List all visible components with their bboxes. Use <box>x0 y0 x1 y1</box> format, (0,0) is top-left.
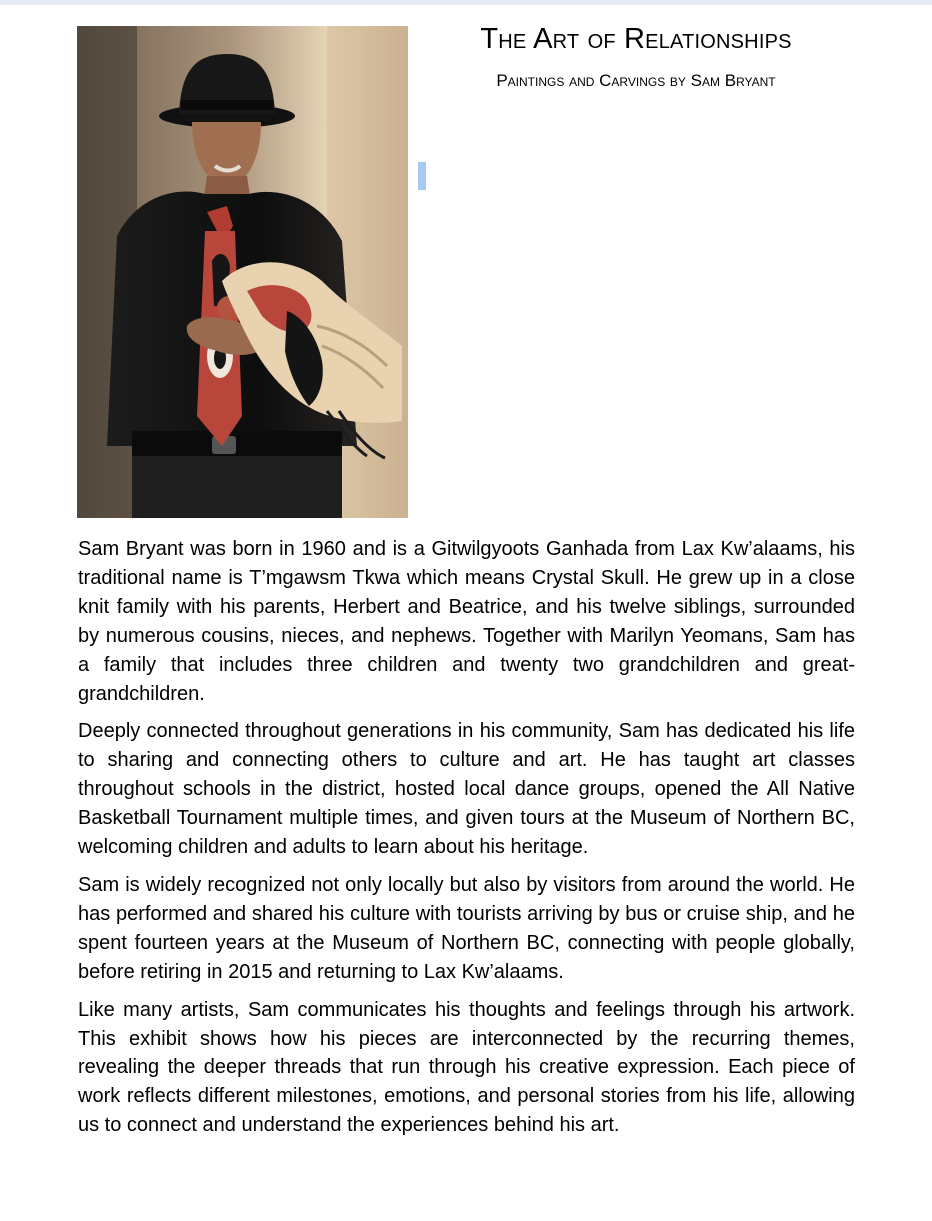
paragraph-4: Like many artists, Sam communicates his thoughts and feelings through his artwork. This exhibit shows how his pieces are interconnected by the recurring themes, revealing the deeper threads that run through his creative expression. Each piece of work reflects different milestones, emotions, and personal stories from his life, allowing us to connect and understand the experiences behind his art. <box>78 998 855 1137</box>
text-cursor-highlight <box>418 162 426 190</box>
paragraph-1: Sam Bryant was born in 1960 and is a Gitwilgyoots Ganhada from Lax Kw’alaams, his traditional name is T’mgawsm Tkwa which means Crystal Skull. He grew up in a close knit family with his parents, Herbert and Beatrice, and his twelve siblings, surrounded by numerous cousins, nieces, and nephews. Together with Marilyn Yeomans, Sam has a family that includes three children and twenty two grandchildren and great-grandchildren. <box>78 538 855 705</box>
page-title: The Art of Relationships <box>480 23 792 55</box>
paragraph-2: Deeply connected throughout generations in his community, Sam has dedicated his life to sharing and connecting others to culture and art. He has taught art classes throughout schools in the district, hosted local dance groups, opened the All Native Basketball Tournament multiple times, and given tours at the Museum of Northern BC, welcoming children and adults to learn about his heritage. <box>78 720 855 859</box>
page-subtitle: Paintings and Carvings by Sam Bryant <box>496 71 776 90</box>
artist-photo <box>77 26 408 518</box>
top-border <box>0 0 932 5</box>
biography-text <box>78 535 855 1149</box>
paragraph-3: Sam is widely recognized not only locally but also by visitors from around the world. He has performed and shared his culture with tourists arriving by bus or cruise ship, and he spent fourteen years at the Museum of Northern BC, connecting with people globally, before retiring in 2015 and returning to Lax Kw’alaams. <box>78 873 855 983</box>
